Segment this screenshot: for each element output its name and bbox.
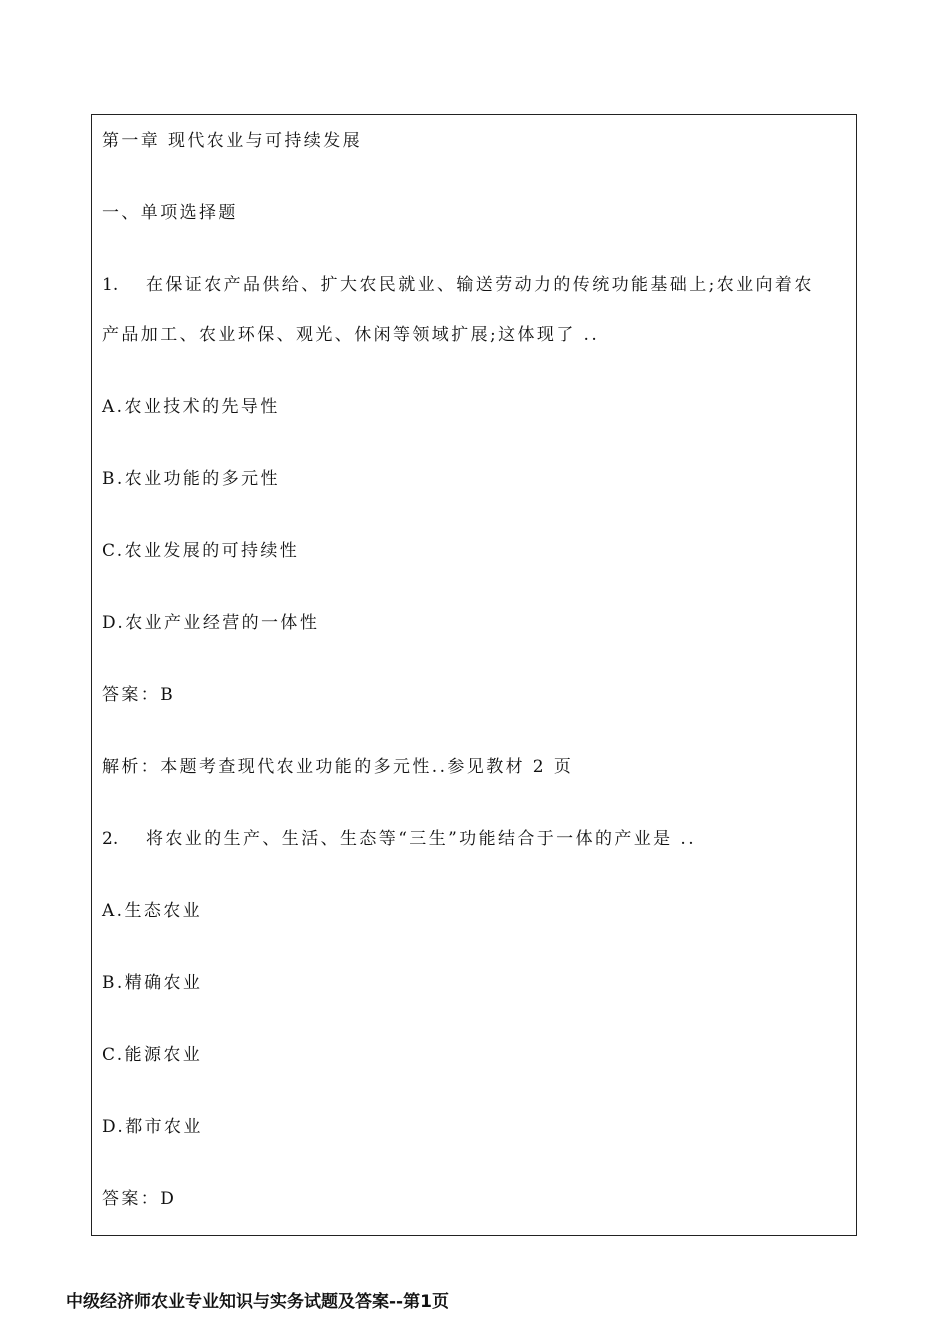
- question-1-stem-text: 在保证农产品供给、扩大农民就业、输送劳动力的传统功能基础上;农业向着农: [146, 275, 814, 295]
- question-1-option-a: A.农业技术的先导性: [102, 397, 280, 417]
- question-2-option-d: D.都市农业: [102, 1117, 203, 1137]
- question-1-option-c: C.农业发展的可持续性: [102, 541, 300, 561]
- question-1-number: 1.: [102, 275, 119, 295]
- page-footer: 中级经济师农业专业知识与实务试题及答案--第1页: [66, 1292, 449, 1312]
- question-2-option-a: A.生态农业: [102, 901, 203, 921]
- chapter-title: 第一章 现代农业与可持续发展: [102, 131, 363, 151]
- question-1-option-d: D.农业产业经营的一体性: [102, 613, 320, 633]
- question-1-option-b: B.农业功能的多元性: [102, 469, 280, 489]
- question-1-answer: 答案：B: [102, 685, 176, 705]
- question-2-stem-text: 将农业的生产、生活、生态等“三生”功能结合于一体的产业是 ..: [146, 829, 696, 849]
- question-1-analysis: 解析：本题考查现代农业功能的多元性..参见教材 2 页: [102, 757, 574, 777]
- question-2-number: 2.: [102, 829, 119, 849]
- question-1-stem-line-2: 产品加工、农业环保、观光、休闲等领域扩展;这体现了 ..: [102, 325, 600, 345]
- question-1-stem-line-1: [102, 275, 814, 295]
- question-2-answer: 答案：D: [102, 1189, 177, 1209]
- question-2-option-b: B.精确农业: [102, 973, 203, 993]
- document-content-box: [91, 114, 857, 1236]
- question-2-option-c: C.能源农业: [102, 1045, 203, 1065]
- section-title: 一、单项选择题: [102, 203, 238, 223]
- question-2-stem-line-1: [102, 829, 696, 849]
